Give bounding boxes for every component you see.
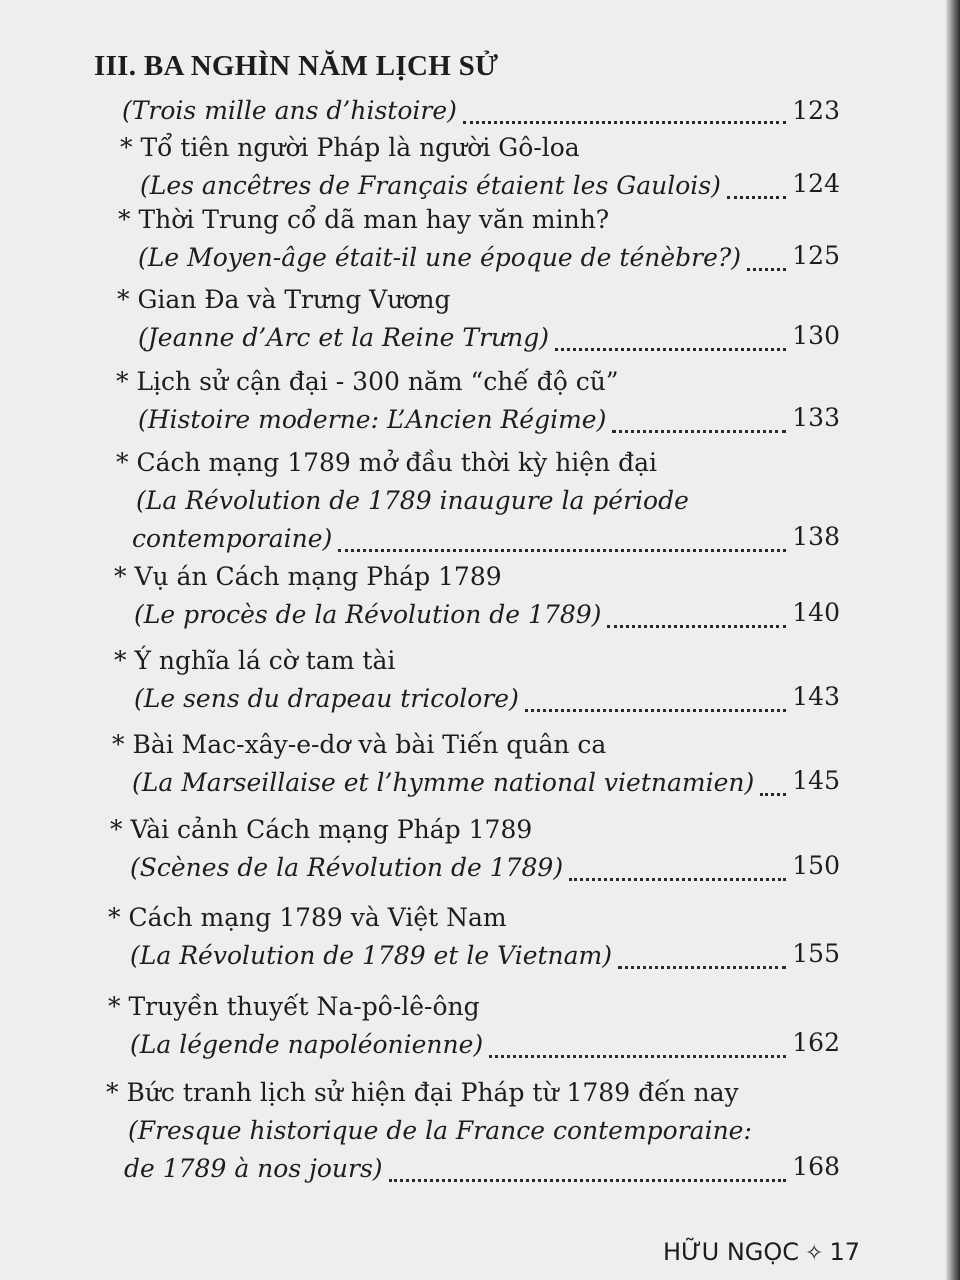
diamond-icon: ✧ [805,1241,824,1266]
dot-leader [618,963,786,969]
page-number-ref: 130 [792,321,840,350]
page-number-ref: 143 [792,682,840,711]
toc-entry-title: * Ý nghĩa lá cờ tam tài [114,646,396,675]
page-number-ref: 155 [792,939,840,968]
dot-leader [489,1052,786,1058]
toc-entry-french: (Jeanne d’Arc et la Reine Trưng) [138,323,549,352]
dot-leader [525,706,786,712]
toc-entry-french: (Le procès de la Révolution de 1789) [134,600,602,629]
page-number-ref: 138 [792,522,840,551]
footer-author [655,1238,860,1266]
toc-entry-title: * Cách mạng 1789 và Việt Nam [108,903,507,932]
dot-leader [760,790,786,796]
author-name: HỮU NGỌC [662,1238,800,1266]
dot-leader [607,622,786,628]
toc-entry-french: (La Révolution de 1789 inaugure la période [136,486,689,515]
toc-entry-title: * Lịch sử cận đại - 300 năm “chế độ cũ” [116,367,619,396]
toc-entry-french: (La légende napoléonienne) [130,1030,484,1059]
page-number-ref: 125 [792,241,840,270]
toc-entry-french: (Les ancêtres de Français étaient les Gaulois) [140,171,721,200]
toc-entry-title: * Vụ án Cách mạng Pháp 1789 [114,562,502,591]
toc-entry-title: * Gian Đa và Trưng Vương [117,285,451,314]
dot-leader [612,427,786,433]
toc-entry-title: * Tổ tiên người Pháp là người Gô-loa [120,133,580,162]
page-number-ref: 168 [792,1152,840,1181]
page-number-ref: 133 [792,403,840,432]
toc-entry-french: (Fresque historique de la France contemporaine: [128,1116,752,1145]
page-number-ref: 140 [792,598,840,627]
toc-entry-french: (La Révolution de 1789 et le Vietnam) [130,941,612,970]
toc-entry-title: * Vài cảnh Cách mạng Pháp 1789 [110,815,533,844]
dot-leader [389,1176,787,1182]
page-edge [946,0,960,1280]
page-number-ref: 162 [792,1028,840,1057]
page-number-ref: 150 [792,851,840,880]
dot-leader [747,265,786,271]
section-subtitle: (Trois mille ans d’histoire) [122,96,457,125]
dot-leader [569,875,786,881]
toc-entry-french: (La Marseillaise et l’hymme national vietnamien) [132,768,755,797]
toc-entry-title: * Thời Trung cổ dã man hay văn minh? [118,205,610,234]
toc-entry-french: contemporaine) [132,524,333,553]
toc-entry-french: (Histoire moderne: L’Ancien Régime) [138,405,607,434]
section-title: III. BA NGHÌN NĂM LỊCH SỬ [94,50,499,82]
page-number-ref: 123 [792,96,840,125]
toc-entry-title: * Bài Mac-xây-e-dơ và bài Tiến quân ca [112,730,607,759]
toc-entry-french: (Scènes de la Révolution de 1789) [130,853,564,882]
toc-entry-title: * Truyền thuyết Na-pô-lê-ông [108,992,480,1021]
dot-leader [338,546,786,552]
dot-leader [463,118,786,124]
page-number-ref: 145 [792,766,840,795]
toc-entry-title: * Bức tranh lịch sử hiện đại Pháp từ 1789 đến nay [106,1078,739,1107]
dot-leader [555,345,786,351]
toc-entry-french: de 1789 à nos jours) [124,1154,383,1183]
toc-entry-french: (Le Moyen-âge était-il une époque de ténèbre?) [138,243,742,272]
toc-entry-title: * Cách mạng 1789 mở đầu thời kỳ hiện đại [116,448,658,477]
dot-leader [727,193,786,199]
toc-entry-french: (Le sens du drapeau tricolore) [134,684,519,713]
page-number: 17 [829,1238,860,1266]
page-footer [340,1238,860,1272]
page-number-ref: 124 [792,169,840,198]
